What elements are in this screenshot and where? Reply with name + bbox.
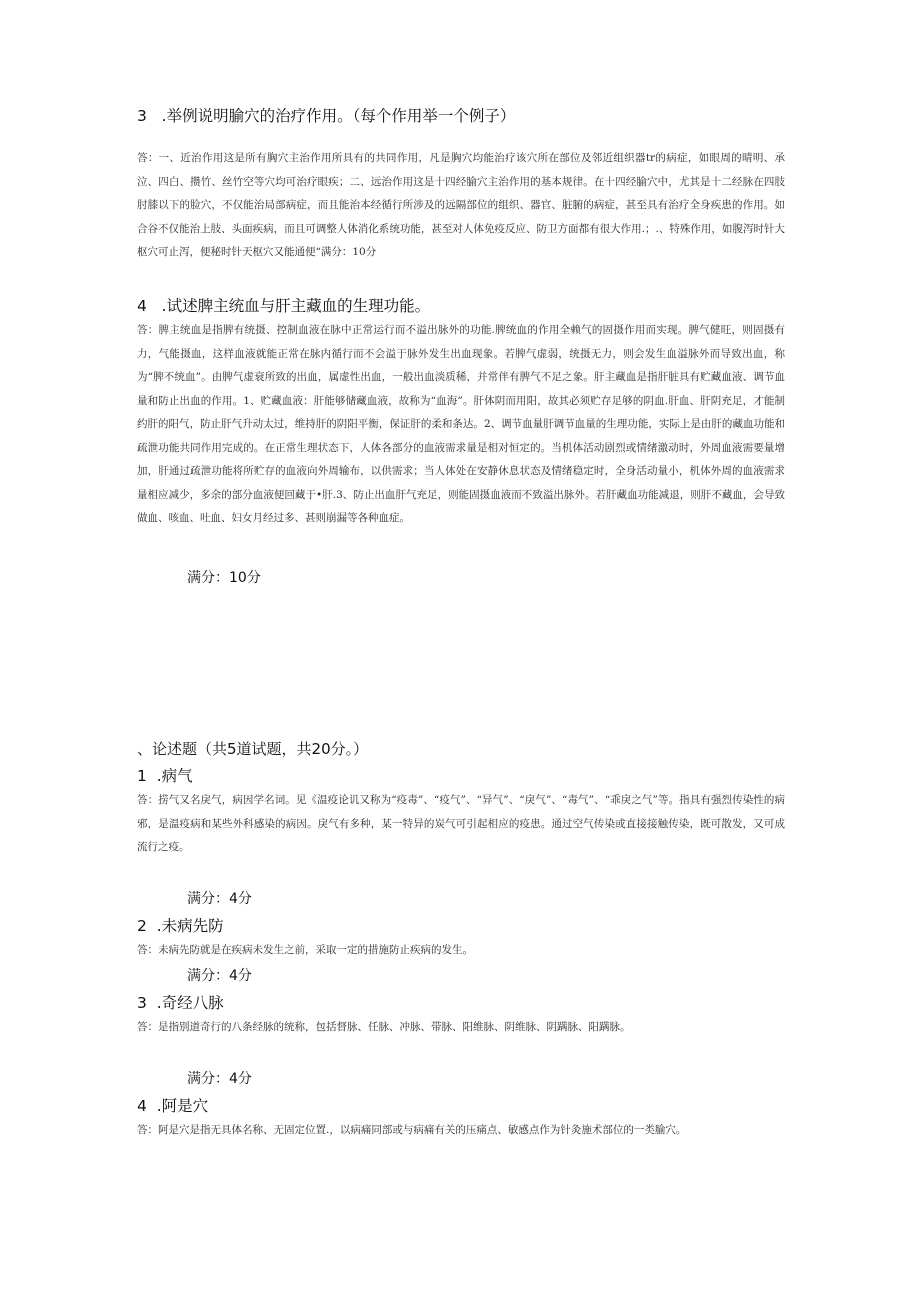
essay-4-number: 4 xyxy=(137,1097,147,1115)
question-4-answer: 答：脾主统血是指脾有统摄、控制血液在脉中正常运行而不溢出脉外的功能.脾统血的作用全赖气的固摄作用而实现。脾气健旺，则固摄有力，气能摄血，这样血液就能正常在脉内循行而不会溢于脉外发生出血现象。若脾气虚弱，统摄无力，则会发生血溢脉外而导致出血，称为“脾不统血”。由脾气虚衰所致的出血，属虚性出血，一般出血淡质稀，并常伴有脾气不足之象。肝主藏血是指肝脏具有贮藏血液、调节血量和防止出血的作用。1、贮藏血液：肝能够储藏血液，故称为“血海”。肝体阴而用阳，故其必须贮存足够的阴血.肝血、肝阴充足，才能制约肝的阳气，防止肝气升动太过，维持肝的阴阳平衡，保证肝的柔和条达。2、调节血量肝调节血量的生理功能，实际上是由肝的藏血功能和疏泄功能共同作用完成的。在正常生理状态下，人体各部分的血液需求量是相对恒定的。当机体活动剧烈或情绪激动时，外周血液需要量增加，肝通过疏泄功能将所贮存的血液向外周输布，以供需求；当人体处在安静休息状态及情绪稳定时，全身活动量小，机体外周的血液需求量相应减少，多余的部分血液便回藏于•肝.3、防止出血肝气充足，则能固摄血液而不致溢出脉外。若肝藏血功能减退，则肝不藏血，会导致做血、咳血、吐血、妇女月经过多、甚则崩漏等各种血症。 xyxy=(137,324,785,524)
essay-1-text: .病气 xyxy=(156,767,193,785)
essay-1-score: 满分：4分 xyxy=(187,891,252,907)
essay-3-answer: 答：是指别道奇行的八条经脉的统称，包括督脉、任脉、冲脉、带脉、阳维脉、阴维脉、阴蹒脉、阳蹒脉。 xyxy=(137,1021,631,1033)
essay-3-score: 满分：4分 xyxy=(187,1071,252,1087)
question-3-title xyxy=(137,104,515,126)
essay-2-answer: 答：未病先防就是在疾病未发生之前，采取一定的措施防止疾病的发生。 xyxy=(137,944,473,956)
essay-4-title xyxy=(137,1094,208,1116)
section-heading: 、论述题（共5道试题，共20分。） xyxy=(137,740,369,758)
essay-3-number: 3 xyxy=(137,994,147,1012)
question-4-score: 满分：10分 xyxy=(187,570,261,586)
question-3-answer: 答：一、近治作用这是所有胸穴主治作用所具有的共同作用，凡是胸穴均能治疗该穴所在部位及邻近组织器tr的病症，如眼周的晴明、承泣、四白、攒竹、丝竹空等穴均可治疗眼疾；二、远治作用这是十四经腧穴主治作用的基本规律。在十四经腧穴中，尤其是十二经脉在四肢肘膝以下的脸穴，不仅能治局部病症，而且能治本经循行所涉及的远隔部位的组织、器官、脏腑的病症，甚至具有治疗全身疾患的作用。如合谷不仅能治上肢、头面疾病，而且可调整人体消化系统功能，甚至对人体免疫反应、防卫方面都有很大作用.；.、特殊作用，如腹泻时针大枢穴可止泻，便秘时针天枢穴又能通便“满分：10分 xyxy=(137,152,785,258)
essay-1-number: 1 xyxy=(137,767,147,785)
question-3-text: .举例说明腧穴的治疗作用。（每个作用举一个例子） xyxy=(161,107,516,125)
essay-3-title xyxy=(137,991,224,1013)
essay-2-text: .未病先防 xyxy=(156,917,224,935)
essay-2-number: 2 xyxy=(137,917,147,935)
question-4-number: 4 xyxy=(137,297,147,315)
question-3-number: 3 xyxy=(137,107,147,125)
essay-2-title xyxy=(137,914,224,936)
essay-1-answer: 答：捞气又名戾气，病因学名词。见《温疫论讥又称为“疫毒”、“疫气”、“异气”、“戾气”、“毒气”、“乖戾之气”等。指具有强烈传染性的病邪，是温疫病和某些外科感染的病因。戾气有多种，某一特异的炭气可引起相应的疫患。通过空气传染或直接接触传染，既可散发，又可成流行之疫。 xyxy=(137,794,785,853)
essay-3-text: .奇经八脉 xyxy=(156,994,224,1012)
essay-4-text: .阿是穴 xyxy=(156,1097,209,1115)
question-4-title xyxy=(137,294,430,316)
question-4-text: .试述脾主统血与肝主藏血的生理功能。 xyxy=(161,297,431,315)
essay-1-title xyxy=(137,764,193,786)
essay-4-answer: 答：阿是穴是指无具体名称、无固定位置.，以病痛同部或与病痛有关的压痛点、敏感点作为针灸施术部位的一类腧穴。 xyxy=(137,1124,687,1136)
essay-2-score: 满分：4分 xyxy=(187,968,252,984)
